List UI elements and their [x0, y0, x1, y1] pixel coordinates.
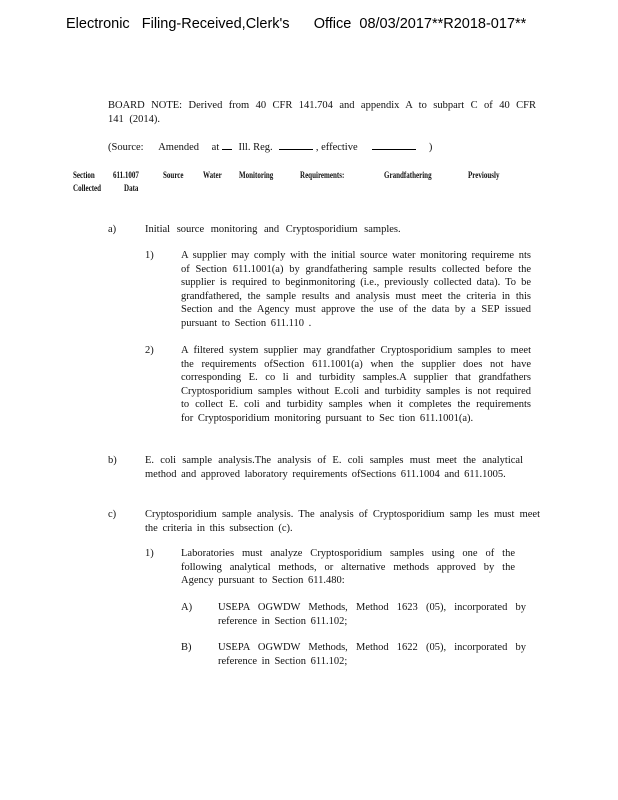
heading-collected: Collected — [73, 183, 102, 193]
heading-number: 611.1007 — [113, 170, 139, 180]
item-c1-label: 1) — [145, 548, 154, 559]
source-ill-reg: Ill. Reg. — [238, 142, 273, 153]
source-amended: Amended — [158, 142, 200, 153]
source-close: ) — [428, 142, 433, 153]
item-a-label: a) — [108, 224, 117, 235]
item-b-text: E. coli sample analysis.The analysis of E. coli samples must meet the analytical method and approved laboratory requirements ofSections 611.1004 and 611.1005. — [145, 455, 523, 480]
item-c-text: Cryptosporidium sample analysis. The analysis of Cryptosporidium samp les must meet the criteria in this subsection (c). — [145, 509, 540, 534]
item-a-text: Initial source monitoring and Cryptosporidium samples. — [145, 224, 401, 235]
blank-volume — [222, 149, 232, 150]
item-c1-text: Laboratories must analyze Cryptosporidium samples using one of the following analytical methods, or alternative methods approved by the Agency pursuant to Section 611.480: — [181, 548, 515, 586]
item-cA-label: A) — [181, 602, 193, 613]
heading-source: Source — [163, 170, 184, 180]
heading-monitoring: Monitoring — [239, 170, 274, 180]
blank-date — [372, 149, 416, 150]
heading-water: Water — [203, 170, 222, 180]
source-at: at — [211, 142, 220, 153]
heading-section: Section — [73, 170, 95, 180]
item-a1-text: A supplier may comply with the initial source water monitoring requireme nts of Section 611.1001(a) by grandfathering sample results collected before the supplier is required to beginmonitoring (i.e., previously collected data). To be grandfathered, the sample results and analysis must meet the criteria in this Section and the Agency must approve the use of the data by a SEP issued pursuant to Section 611.110 . — [181, 250, 531, 329]
board-note: BOARD NOTE: Derived from 40 CFR 141.704 and appendix A to subpart C of 40 CFR 141 (2014). — [108, 100, 536, 125]
heading-previously: Previously — [468, 170, 500, 180]
item-b-label: b) — [108, 455, 117, 466]
source-line — [108, 141, 432, 155]
heading-grandfathering: Grandfathering — [384, 170, 432, 180]
heading-data: Data — [124, 183, 139, 193]
source-effective: , effective — [315, 142, 358, 153]
filing-header: Electronic Filing-Received,Clerk's Office 08/03/2017**R2018-017** — [66, 16, 527, 32]
item-a2-text: A filtered system supplier may grandfather Cryptosporidium samples to meet the requirements ofSection 611.1001(a) when the supplier does not have corresponding E. co li and turbidity samples.A supplier that grandfathers Cryptosporidium samples without E.coli and turbidity samples is not required to collect E. coli and turbidity samples when it completes the requirements for Cryptosporidium monitoring pursuant to Sec tion 611.1001(a). — [181, 345, 531, 424]
heading-requirements: Requirements: — [300, 170, 345, 180]
blank-page — [279, 149, 313, 150]
item-cB-text: USEPA OGWDW Methods, Method 1622 (05), incorporated by reference in Section 611.102; — [218, 642, 526, 667]
item-a2-label: 2) — [145, 345, 154, 356]
item-a1-label: 1) — [145, 250, 154, 261]
item-cA-text: USEPA OGWDW Methods, Method 1623 (05), incorporated by reference in Section 611.102; — [218, 602, 526, 627]
item-cB-label: B) — [181, 642, 192, 653]
source-prefix: (Source: — [108, 142, 144, 153]
item-c-label: c) — [108, 509, 117, 520]
